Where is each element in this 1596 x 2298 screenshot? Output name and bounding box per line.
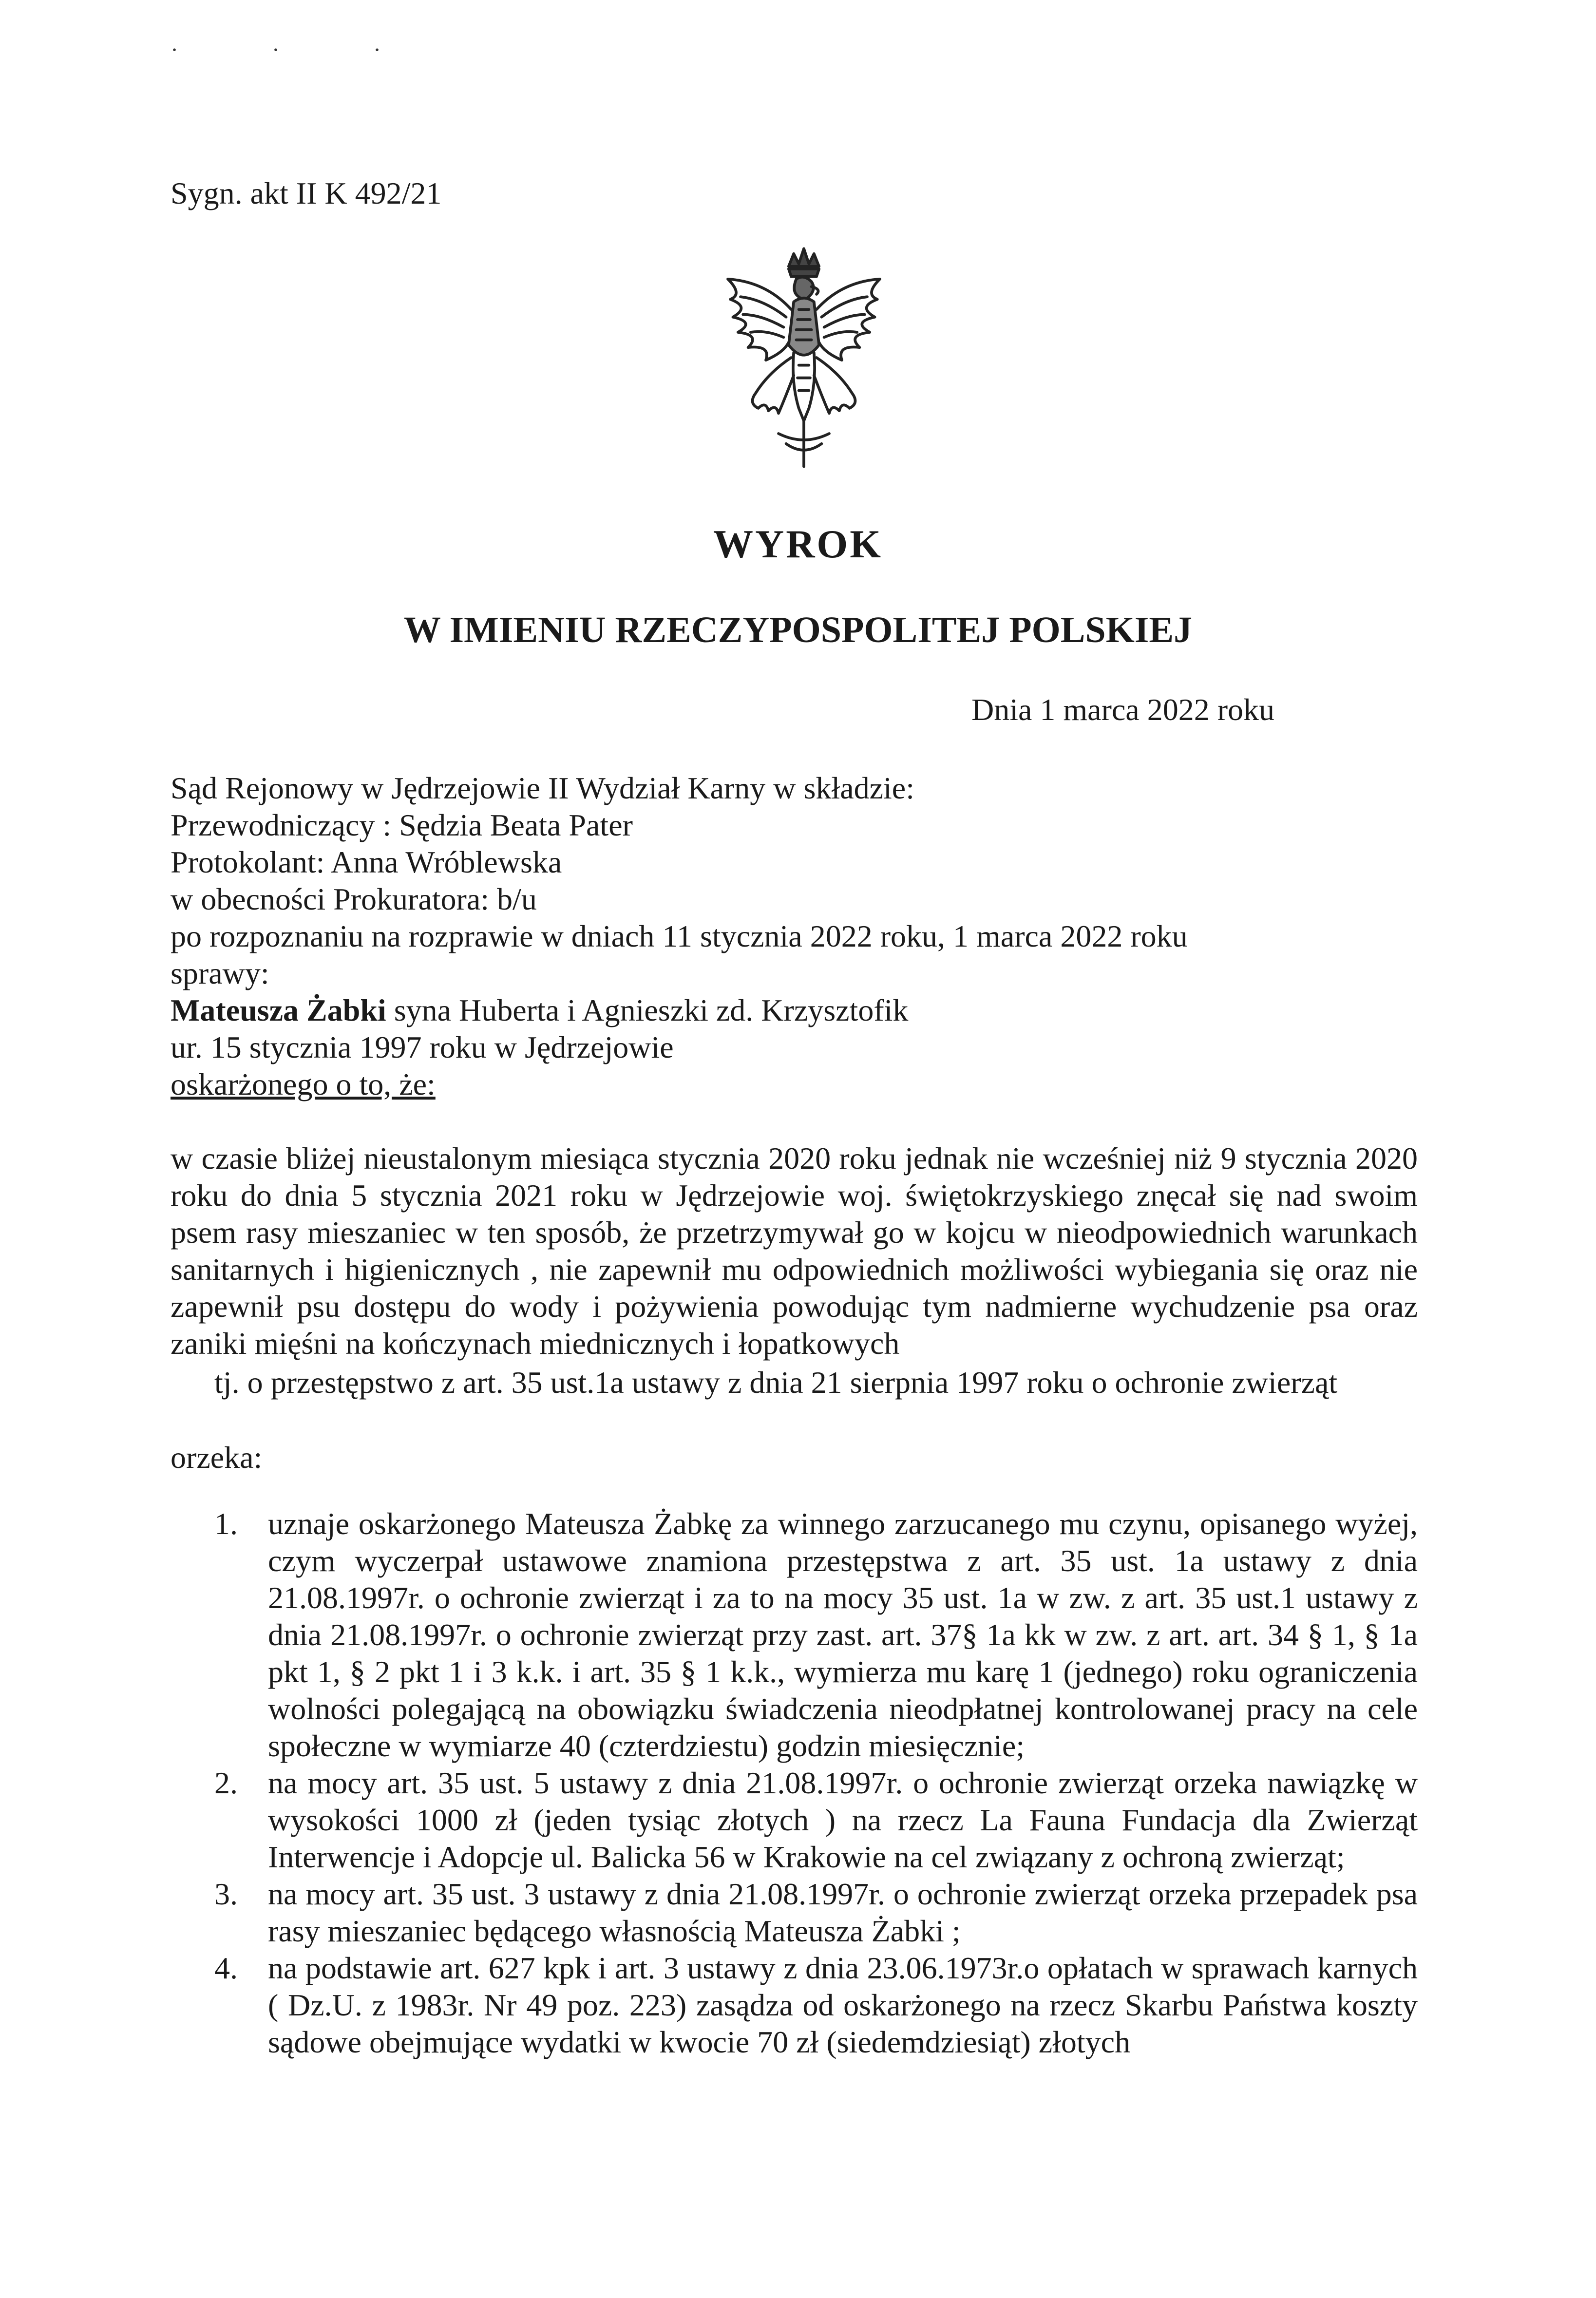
ruling-number: 2. [214,1766,238,1800]
defendant-name: Mateusza Żabki [171,993,386,1027]
polish-eagle-emblem-icon [677,244,931,497]
ruling-text: na mocy art. 35 ust. 3 ustawy z dnia 21.08.1997r. o ochronie zwierząt orzeka przepadek psa rasy mieszaniec będącego własnością Mateusza Żabki ; [268,1877,1418,1948]
ruling-item [214,1876,1418,1950]
hearing-line: po rozpoznaniu na rozprawie w dniach 11 stycznia 2022 roku, 1 marca 2022 roku [171,919,1188,953]
court-line: Sąd Rejonowy w Jędrzejowie II Wydział Karny w składzie: [171,771,914,805]
birth-line: ur. 15 stycznia 1997 roku w Jędrzejowie [171,1030,674,1064]
defendant-line [171,992,1291,1029]
chair-line: Przewodniczący : Sędzia Beata Pater [171,808,633,842]
ruling-item [214,1505,1418,1765]
ruling-number: 1. [214,1506,238,1541]
rulings-list [214,1505,1418,2061]
case-label: sprawy: [171,956,269,990]
accused-label: oskarżonego o to, że: [171,1067,436,1102]
ruling-text: na mocy art. 35 ust. 5 ustawy z dnia 21.08.1997r. o ochronie zwierząt orzeka nawiązkę w wysokości 1000 zł (jeden tysiąc złotych ) na rzecz La Fauna Fundacja dla Zwierząt Interwencje i Adopcje ul. Balicka 56 w Krakowie na cel związany z ochroną zwierząt; [268,1766,1418,1874]
ruling-number: 4. [214,1951,238,1985]
judgment-date: Dnia 1 marca 2022 roku [971,692,1274,727]
document-title: WYROK [713,522,883,566]
ruling-text: uznaje oskarżonego Mateusza Żabkę za winnego zarzucanego mu czynu, opisanego wyżej, czym wyczerpał ustawowe znamiona przestępstwa z art. 35 ust. 1a ustawy z dnia 21.08.1997r. o ochronie zwierząt i za to na mocy 35 ust. 1a w zw. z art. 35 ust.1 ustawy z dnia 21.08.1997r. o ochronie zwierząt przy zast. art. 37§ 1a kk w zw. z art. art. 34 § 1, § 1a pkt 1, § 2 pkt 1 i 3 k.k. i art. 35 § 1 k.k., wymierza mu karę 1 (jednego) roku ograniczenia wolności polegającą na obowiązku świadczenia nieodpłatnej kontrolowanej pracy na cele społeczne w wymiarze 40 (czterdziestu) godzin miesięcznie; [268,1506,1418,1763]
ruling-item [214,1950,1418,2061]
document-subtitle: W IMIENIU RZECZYPOSPOLITEJ POLSKIEJ [403,609,1193,650]
ruling-text: na podstawie art. 627 kpk i art. 3 ustawy z dnia 23.06.1973r.o opłatach w sprawach karnych ( Dz.U. z 1983r. Nr 49 poz. 223) zasądza od oskarżonego na rzecz Skarbu Państwa koszty sądowe obejmujące wydatki w kwocie 70 zł (siedemdziesiąt) złotych [268,1951,1418,2059]
ruling-item [214,1765,1418,1876]
case-header [171,770,1291,1103]
scan-specks: · · · [171,37,425,63]
charge-description: w czasie bliżej nieustalonym miesiąca stycznia 2020 roku jednak nie wcześniej niż 9 stycznia 2020 roku do dnia 5 stycznia 2021 roku w Jędrzejowie woj. świętokrzyskiego znęcał się nad swoim psem rasy mieszaniec w ten sposób, że przetrzymywał go w kojcu w nieodpowiednich warunkach sanitarnych i higienicznych , nie zapewnił mu odpowiednich możliwości wybiegania się oraz nie zapewnił psu dostępu do wody i pożywienia powodując tym nadmierne wychudzenie psa oraz zaniki mięśni na kończynach miednicznych i łopatkowych [171,1141,1418,1361]
case-number: Sygn. akt II K 492/21 [171,176,442,210]
clerk-line: Protokolant: Anna Wróblewska [171,845,562,879]
defendant-parents: syna Huberta i Agnieszki zd. Krzysztofik [386,993,909,1027]
prosecutor-line: w obecności Prokuratora: b/u [171,882,537,916]
ruling-number: 3. [214,1877,238,1911]
ruling-label: orzeka: [171,1440,263,1475]
legal-basis: tj. o przestępstwo z art. 35 ust.1a ustawy z dnia 21 sierpnia 1997 roku o ochronie zwierząt [214,1365,1338,1400]
